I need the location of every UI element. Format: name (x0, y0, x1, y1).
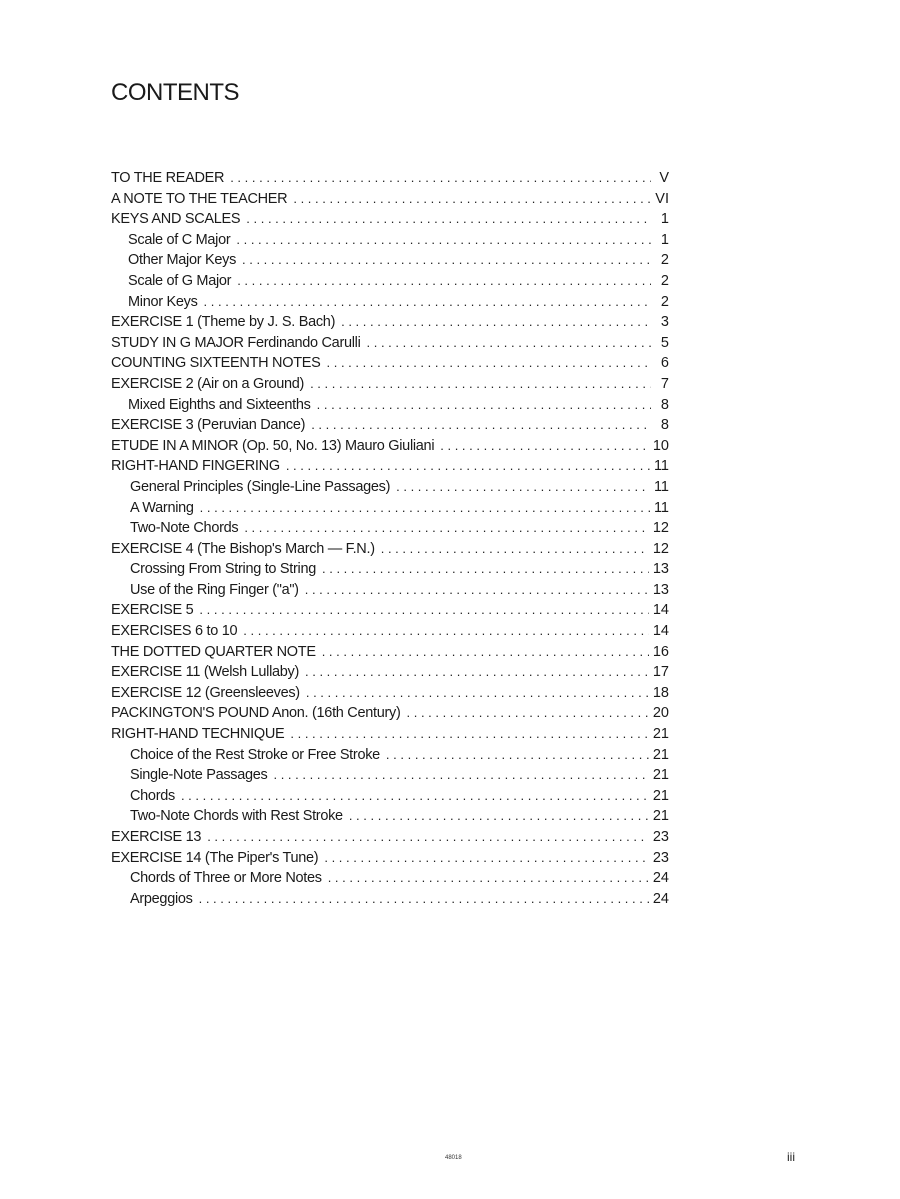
toc-entry[interactable] (111, 868, 669, 889)
toc-entry-page: 14 (652, 623, 669, 640)
toc-entry-page: 12 (652, 520, 669, 537)
toc-dot-leader (367, 333, 651, 354)
toc-dot-leader (407, 703, 649, 724)
toc-entry[interactable] (111, 724, 669, 745)
toc-entry[interactable] (111, 806, 669, 827)
toc-dot-leader (305, 662, 649, 683)
toc-entry-page: 13 (652, 561, 669, 578)
toc-entry-page: 2 (660, 252, 669, 269)
toc-dot-leader (199, 889, 649, 910)
toc-dot-leader (305, 580, 649, 601)
toc-entry-page: 21 (652, 726, 669, 743)
toc-entry[interactable] (111, 312, 669, 333)
toc-entry-label: Chords of Three or More Notes (130, 870, 322, 887)
toc-dot-leader (327, 353, 651, 374)
toc-entry-page: 3 (660, 314, 669, 331)
toc-entry[interactable] (111, 230, 669, 251)
toc-dot-leader (230, 168, 651, 189)
toc-entry-page: 8 (660, 417, 669, 434)
toc-entry-label: RIGHT-HAND FINGERING (111, 458, 280, 475)
toc-entry-label: Arpeggios (130, 890, 193, 907)
toc-entry-page: 21 (652, 808, 669, 825)
toc-entry-page: 16 (652, 643, 669, 660)
toc-dot-leader (306, 683, 649, 704)
toc-entry-label: EXERCISE 12 (Greensleeves) (111, 684, 300, 701)
toc-dot-leader (244, 518, 649, 539)
toc-entry[interactable] (111, 333, 669, 354)
publication-code: 48018 (445, 1155, 462, 1161)
toc-entry-label: Mixed Eighths and Sixteenths (128, 396, 311, 413)
toc-entry-page: 8 (660, 396, 669, 413)
toc-dot-leader (322, 559, 649, 580)
toc-dot-leader (243, 621, 649, 642)
toc-entry-page: 2 (660, 293, 669, 310)
toc-entry-page: 2 (660, 272, 669, 289)
toc-entry[interactable] (111, 662, 669, 683)
toc-entry[interactable] (111, 498, 669, 519)
toc-entry-label: STUDY IN G MAJOR Ferdinando Carulli (111, 334, 361, 351)
toc-dot-leader (293, 189, 651, 210)
toc-entry-label: Minor Keys (128, 293, 198, 310)
toc-entry-label: KEYS AND SCALES (111, 211, 241, 228)
toc-dot-leader (236, 230, 651, 251)
toc-dot-leader (396, 477, 650, 498)
toc-entry-label: EXERCISE 5 (111, 602, 194, 619)
toc-entry[interactable] (111, 518, 669, 539)
toc-entry-page: 11 (653, 478, 669, 495)
toc-entry-label: Other Major Keys (128, 252, 237, 269)
toc-entry[interactable] (111, 745, 669, 766)
toc-dot-leader (386, 745, 649, 766)
toc-dot-leader (286, 456, 650, 477)
toc-entry-page: 6 (660, 355, 669, 372)
toc-entry[interactable] (111, 436, 669, 457)
page-title: CONTENTS (111, 79, 239, 106)
toc-entry-page: VI (655, 190, 669, 207)
toc-entry[interactable] (111, 395, 669, 416)
toc-entry-page: 23 (652, 849, 669, 866)
toc-dot-leader (237, 271, 651, 292)
toc-dot-leader (207, 827, 649, 848)
toc-entry-page: 21 (652, 787, 669, 804)
toc-entry[interactable] (111, 168, 669, 189)
toc-dot-leader (273, 765, 648, 786)
toc-entry-label: EXERCISES 6 to 10 (111, 623, 238, 640)
toc-entry-label: ETUDE IN A MINOR (Op. 50, No. 13) Mauro Giuliani (111, 437, 435, 454)
toc-entry[interactable] (111, 765, 669, 786)
toc-entry-label: A Warning (130, 499, 194, 516)
toc-entry-label: Two-Note Chords with Rest Stroke (130, 808, 343, 825)
toc-entry[interactable] (111, 374, 669, 395)
toc-dot-leader (181, 786, 649, 807)
toc-dot-leader (440, 436, 649, 457)
toc-entry-label: COUNTING SIXTEENTH NOTES (111, 355, 321, 372)
toc-entry-label: Two-Note Chords (130, 520, 239, 537)
page-number: iii (787, 1150, 795, 1164)
toc-entry-page: 1 (660, 231, 669, 248)
toc-entry[interactable] (111, 477, 669, 498)
toc-entry-page: 23 (652, 829, 669, 845)
toc-entry[interactable] (111, 683, 669, 704)
toc-entry-page: 24 (652, 890, 669, 907)
toc-entry-label: EXERCISE 3 (Peruvian Dance) (111, 417, 306, 434)
toc-entry-page: 20 (652, 705, 669, 722)
toc-entry-page: 11 (653, 458, 669, 475)
toc-entry[interactable] (111, 786, 669, 807)
toc-dot-leader (311, 415, 651, 436)
toc-dot-leader (242, 250, 651, 271)
toc-entry-page: 14 (652, 602, 669, 619)
toc-dot-leader (317, 395, 651, 416)
toc-dot-leader (204, 292, 651, 313)
toc-dot-leader (381, 539, 649, 560)
toc-entry[interactable] (111, 353, 669, 374)
toc-entry[interactable] (111, 703, 669, 724)
toc-entry-label: TO THE READER (111, 170, 225, 186)
toc-entry-label: THE DOTTED QUARTER NOTE (111, 643, 316, 660)
toc-entry[interactable] (111, 642, 669, 663)
toc-entry[interactable] (111, 415, 669, 436)
table-of-contents (111, 168, 669, 909)
toc-entry[interactable] (111, 827, 669, 848)
toc-dot-leader (290, 724, 648, 745)
toc-entry-label: Crossing From String to String (130, 561, 317, 578)
toc-dot-leader (199, 600, 648, 621)
toc-entry[interactable] (111, 621, 669, 642)
toc-entry-label: Single-Note Passages (130, 767, 268, 784)
toc-entry-label: RIGHT-HAND TECHNIQUE (111, 726, 285, 743)
toc-entry[interactable] (111, 889, 669, 910)
toc-entry-page: 24 (652, 870, 669, 887)
toc-entry[interactable] (111, 539, 669, 560)
toc-entry-label: A NOTE TO THE TEACHER (111, 190, 288, 207)
toc-dot-leader (349, 806, 649, 827)
toc-dot-leader (328, 868, 649, 889)
toc-entry-page: 5 (660, 334, 669, 351)
toc-dot-leader (322, 642, 649, 663)
toc-dot-leader (341, 312, 651, 333)
toc-entry-page: 1 (660, 211, 669, 228)
toc-entry-label: Chords (130, 787, 175, 804)
toc-entry-label: General Principles (Single-Line Passages) (130, 478, 391, 495)
toc-entry[interactable] (111, 250, 669, 271)
toc-entry[interactable] (111, 189, 669, 210)
toc-entry-label: Use of the Ring Finger ("a") (130, 581, 299, 598)
toc-entry[interactable] (111, 456, 669, 477)
toc-entry[interactable] (111, 848, 669, 869)
toc-entry-label: EXERCISE 2 (Air on a Ground) (111, 375, 305, 392)
toc-entry[interactable] (111, 600, 669, 621)
toc-dot-leader (246, 209, 651, 230)
toc-dot-leader (200, 498, 650, 519)
toc-entry-page: 7 (660, 375, 669, 392)
toc-entry-page: 18 (652, 684, 669, 701)
toc-entry[interactable] (111, 559, 669, 580)
toc-entry-page: 10 (652, 437, 669, 454)
toc-entry-page: 13 (652, 581, 669, 598)
toc-entry-page: 12 (652, 540, 669, 557)
toc-entry-label: EXERCISE 13 (111, 829, 202, 845)
toc-dot-leader (310, 374, 651, 395)
toc-entry-label: EXERCISE 14 (The Piper's Tune) (111, 849, 319, 866)
toc-entry-label: EXERCISE 1 (Theme by J. S. Bach) (111, 314, 336, 331)
toc-entry[interactable] (111, 271, 669, 292)
toc-entry-label: EXERCISE 11 (Welsh Lullaby) (111, 664, 299, 681)
toc-entry-label: Scale of C Major (128, 231, 231, 248)
toc-entry-label: Scale of G Major (128, 272, 232, 289)
toc-entry[interactable] (111, 580, 669, 601)
toc-dot-leader (324, 848, 649, 869)
toc-entry-label: Choice of the Rest Stroke or Free Stroke (130, 746, 380, 763)
toc-entry-page: V (659, 170, 669, 186)
toc-entry-page: 11 (653, 499, 669, 516)
toc-entry-label: EXERCISE 4 (The Bishop's March — F.N.) (111, 540, 375, 557)
toc-entry[interactable] (111, 292, 669, 313)
toc-entry-page: 21 (652, 746, 669, 763)
toc-entry[interactable] (111, 209, 669, 230)
toc-entry-page: 17 (652, 664, 669, 681)
toc-entry-page: 21 (652, 767, 669, 784)
toc-entry-label: PACKINGTON'S POUND Anon. (16th Century) (111, 705, 401, 722)
